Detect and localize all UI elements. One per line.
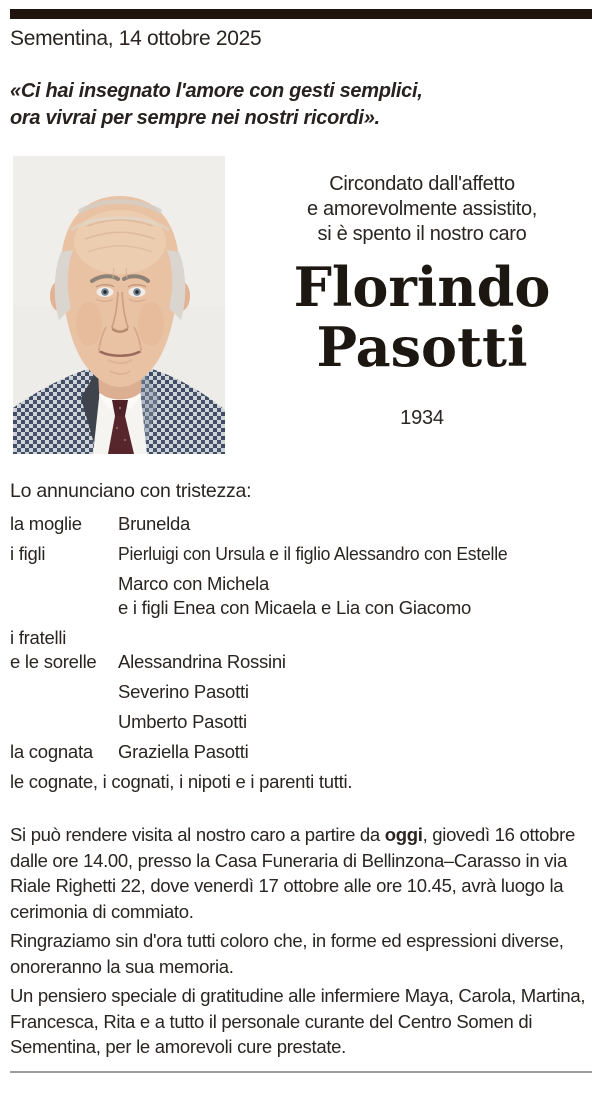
deceased-portrait-photo [13,156,225,454]
visitation-paragraph [10,822,592,924]
visitation-text-post: , giovedì 16 ottobre dalle ore 14.00, presso la Casa Funeraria di Bellinzona–Carasso in via Riale Righetti 22, dove venerdì 17 ottobre alle ore 10.45, avrà luogo la cerimonia di commiato. [10,824,575,922]
special-gratitude-paragraph: Un pensiero speciale di gratitudine alle infermiere Maya, Carola, Martina, Francesca, Rita e a tutto il personale curante del Centro Somen di Sementina, per le amorevoli cure prestate. [10,985,586,1057]
top-divider-bar [10,9,592,19]
announcement-column [250,172,594,430]
family-member-name: Pierluigi con Ursula e il figlio Alessandro con Estelle [118,543,508,564]
family-member-name: Alessandrina Rossini [118,651,286,672]
family-member-name: Graziella Pasotti [118,741,249,762]
quote-line-2: ora vivrai per sempre nei nostri ricordi». [10,107,380,129]
intro-line-2: e amorevolmente assistito, [306,198,538,220]
memorial-quote [10,78,423,132]
family-row-children-2 [10,572,592,620]
family-member-name: Marco con Michela [118,573,270,594]
family-relation-label [10,572,118,620]
deceased-first-name: Florindo [293,255,551,319]
family-relation-label: i figli [10,543,46,564]
family-row-sibling-2 [10,680,592,704]
family-relation-label: i fratelli [10,627,67,648]
portrait-illustration [13,156,225,454]
intro-line-1: Circondato dall'affetto [329,173,515,195]
quote-line-1: «Ci hai insegnato l'amore con gesti semplici, [10,80,423,102]
visitation-text-pre: Si può rendere visita al nostro caro a partire da [10,824,385,845]
family-relation-label: la cognata [10,741,93,762]
family-relation-label-2: e le sorelle [10,651,97,672]
family-member-name: Brunelda [118,513,191,534]
family-row-siblings [10,626,592,674]
family-relation-label [10,680,118,704]
announcement-intro [250,172,594,247]
intro-line-3: si è spento il nostro caro [317,223,527,245]
notice-paragraphs [10,822,592,1060]
family-member-name: Umberto Pasotti [118,711,247,732]
family-row-wife [10,512,592,536]
family-relation-label [10,710,118,734]
family-member-name-2: e i figli Enea con Micaela e Lia con Giacomo [118,597,472,618]
bottom-divider-rule [10,1071,592,1073]
family-row-sister-in-law [10,740,592,764]
family-closing-line: le cognate, i cognati, i nipoti e i parenti tutti. [10,771,353,792]
deceased-last-name: Pasotti [316,315,528,379]
deceased-name [250,257,594,377]
family-announcement-list [10,479,592,794]
gratitude-paragraph: Ringraziamo sin d'ora tutti coloro che, in forme ed espressioni diverse, onoreranno la sua memoria. [10,930,564,977]
visitation-emphasis-today: oggi [384,824,423,845]
family-member-name: Severino Pasotti [118,681,249,702]
dateline: Sementina, 14 ottobre 2025 [10,27,262,50]
family-row-sibling-3 [10,710,592,734]
family-row-children [10,542,592,566]
birth-year: 1934 [400,407,444,429]
family-heading: Lo annunciano con tristezza: [10,480,252,502]
family-relation-label: la moglie [10,513,82,534]
